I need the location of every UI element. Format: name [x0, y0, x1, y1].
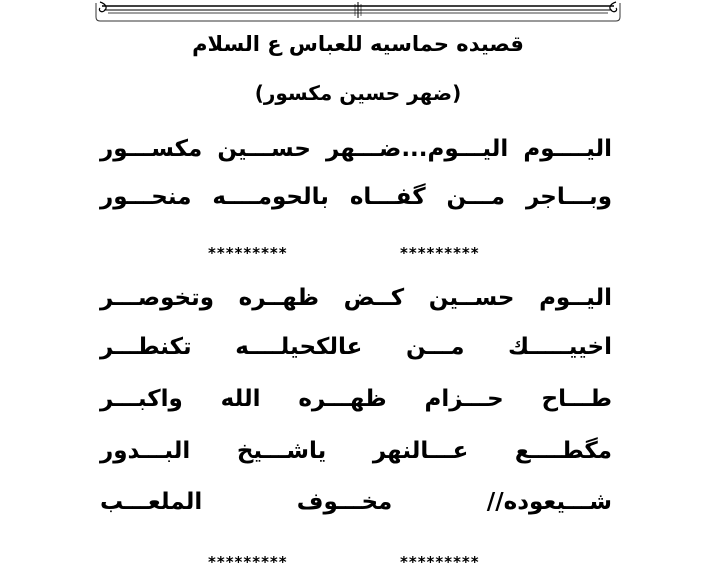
divider-stars-right: ********* [400, 244, 480, 262]
verse-line-6: مگطــــع عـــالنهر ياشـــيخ البـــدور [100, 438, 612, 464]
verse-line-2: وبـــاجر مـــن گفـــاه بالحومــــه منحـــور [100, 184, 612, 210]
verse-line-1: اليــــوم اليـــوم...ضـــهر حســـين مكســـور [100, 136, 612, 162]
stanza-divider-2 [0, 552, 716, 572]
poem-author: (ضهر حسين مكسور) [254, 81, 462, 105]
header-ornament [92, 0, 624, 24]
poem-title: قصيده حماسيه للعباس ع السلام [192, 32, 524, 56]
stanza-divider-1 [0, 243, 716, 263]
divider-stars-left: ********* [208, 553, 288, 571]
verse-line-3: اليــوم حســين كــض ظهــره وتخوصـــر [100, 285, 612, 311]
verse-line-4: اخييـــــك مـــن عالكحيلــــه تكنطـــر [100, 334, 612, 360]
divider-stars-left: ********* [208, 244, 288, 262]
divider-stars-right: ********* [400, 553, 480, 571]
verse-line-5: طـــاح حـــزام ظهـــره الله واكبـــر [100, 386, 612, 412]
verse-line-7: شـــيعوده// مخـــوف الملعـــب [100, 489, 612, 515]
